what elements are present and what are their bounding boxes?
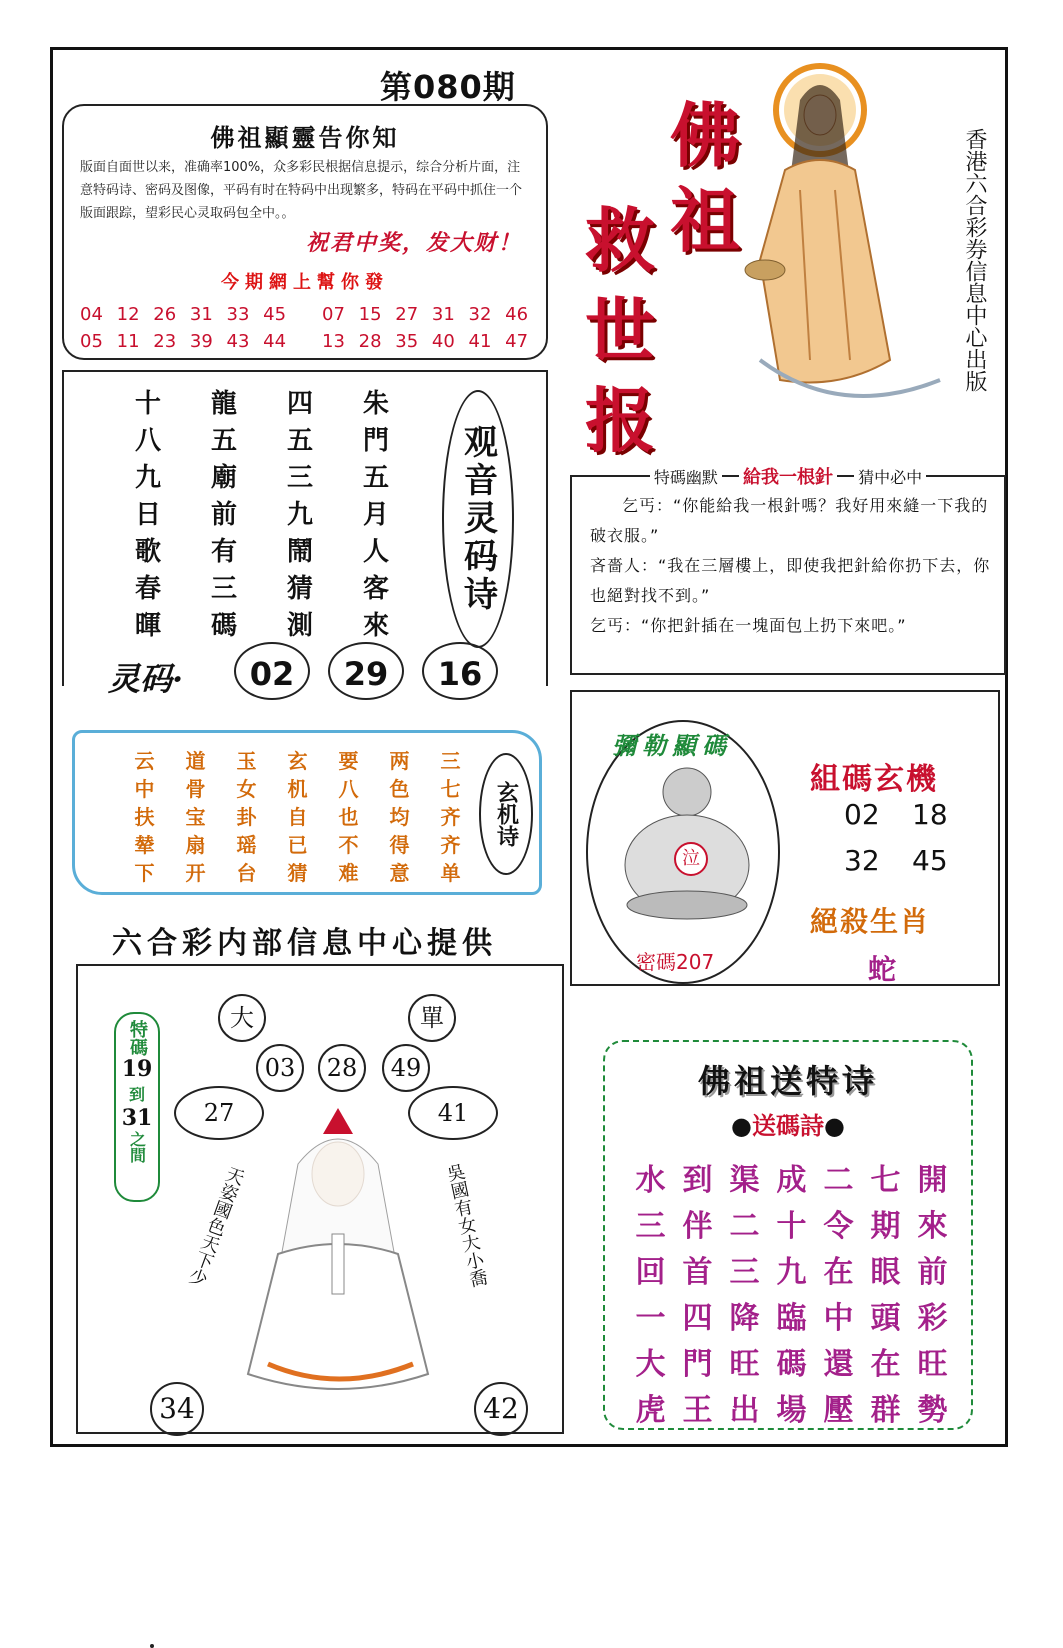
poem-char: 猜 [286,574,313,604]
poem-char: 虎 [635,1393,666,1428]
song-title: 佛祖送特诗 [697,1062,878,1100]
kill-zodiac-title: 絕殺生肖 [810,905,931,938]
lingma-code-3: 16 [422,642,498,700]
masthead-char-1: 佛 [670,94,740,177]
masthead-char-4: 世 [585,289,655,372]
joke-line-1: 乞丐：“你能給我一根針嗎？我好用來縫一下我的破衣服。” [590,496,989,545]
group-num-4: 45 [912,844,948,877]
poem-char: 台 [236,861,257,885]
big-label: 大 [218,994,266,1042]
poem-char: 降 [729,1301,760,1336]
poem-char: 王 [682,1393,713,1428]
poem-char: 三 [286,463,313,493]
code-03: 03 [256,1044,304,1092]
poem-char: 令 [823,1209,854,1244]
poem-char: 不 [338,833,359,857]
poem-char: 辇 [134,833,155,857]
poem-char: 四 [682,1301,713,1336]
lingma-code-1: 02 [234,642,310,700]
poem-char: 在 [823,1255,854,1290]
poem-char: 春 [134,574,161,604]
code-34: 34 [150,1382,204,1436]
poem-char: 首 [682,1255,713,1290]
poem-char: 已 [287,833,308,857]
code-41: 41 [408,1086,498,1140]
code-28: 28 [318,1044,366,1092]
poem-char: 七 [440,777,461,801]
poem-char: 五 [286,426,313,456]
poem-char: 來 [917,1209,948,1244]
poem-char: 骨 [185,777,206,801]
poem-char: 來 [362,611,389,641]
poem-char: 月 [362,500,389,530]
poem-char: 鬧 [286,537,313,567]
poem-char: 頭 [870,1301,901,1336]
xuanji-title-oval [479,753,533,875]
right-verse: 吳國有女大小喬 [442,1161,490,1290]
poem-char: 齐 [440,833,461,857]
poem-char: 伴 [682,1209,713,1244]
poem-char: 二 [823,1163,854,1198]
poem-char: 臨 [776,1301,807,1336]
notice-box [62,104,548,360]
poem-char: 有 [210,537,237,567]
poem-char: 也 [338,805,359,829]
poem-char: 二 [729,1209,760,1244]
poem-char: 前 [210,500,237,530]
notice-body: 版面自面世以来，准确率100%，众多彩民根据信息提示，综合分析片面，注意特码诗、密码及图像，平码有时在特码中出现繁多，特码在平码中抓住一个版面跟踪，望彩民心灵取码包全中。。 [80,160,523,221]
poem-char: 成 [776,1163,807,1198]
poem-char: 齐 [440,805,461,829]
notice-title: 佛祖顯靈告你知 [210,123,400,152]
numbers-row2-a: 05 11 23 39 43 44 [80,331,287,352]
maitreya-mark: 泣 [674,842,708,876]
song-subtitle: 送碼詩 [752,1112,824,1140]
code-27: 27 [174,1086,264,1140]
poem-char: 九 [286,500,313,530]
poem-char: 彩 [917,1301,948,1336]
joke-header-right: 猜中必中 [854,468,926,487]
secret-code: 密碼207 [636,950,715,974]
poem-char: 下 [134,861,155,885]
poem-char: 到 [682,1163,713,1198]
joke-header-title: 給我一根針 [739,467,837,488]
publisher-vertical: 香港六合彩券信息中心出版 [962,128,987,392]
joke-line-2: 吝嗇人：“我在三層樓上，即使我把針給你扔下去，你也絕對找不到。” [590,556,991,605]
poem-char: 朱 [362,389,389,419]
poem-char: 瑶 [236,833,257,857]
poem-char: 出 [729,1393,760,1428]
poem-char: 廟 [210,463,237,493]
poem-char: 两 [389,749,410,773]
lingma-code-2: 29 [328,642,404,700]
lingma-label: 灵码· [108,660,184,698]
issue-number: 第080期 [380,68,516,106]
joke-line-3: 乞丐：“你把針插在一塊面包上扔下來吧。” [590,616,907,635]
poem-char: 十 [134,389,161,419]
poem-char: 還 [823,1347,854,1382]
poem-char: 門 [682,1347,713,1382]
poem-char: 回 [635,1255,666,1290]
poem-char: 場 [776,1393,807,1428]
poem-char: 碼 [210,611,237,641]
poem-char: 三 [635,1209,666,1244]
poem-char: 勢 [917,1393,948,1428]
masthead-char-3: 救 [585,199,655,282]
poem-char: 得 [389,833,410,857]
maitreya-arc-text: 彌勒顯碼 [612,732,732,760]
maitreya-illustration [612,760,762,920]
joke-box [570,467,1006,675]
poem-char: 五 [210,426,237,456]
poem-char: 道 [185,749,206,773]
masthead-char-2: 祖 [670,179,740,262]
poem-char: 中 [134,777,155,801]
poem-char: 中 [823,1301,854,1336]
xuanji-title: 玄机诗 [493,781,519,847]
poem-char: 宝 [185,805,206,829]
group-num-3: 32 [844,844,880,877]
poem-char: 旺 [729,1347,760,1382]
song-poem-box [603,1040,973,1430]
poem-grid [110,386,414,645]
poem-char: 壓 [823,1393,854,1428]
kill-zodiac-value: 蛇 [868,953,897,986]
poem-char: 渠 [729,1163,760,1198]
poem-title: 观音灵码诗 [457,424,498,614]
numbers-row1-a: 04 12 26 31 33 45 [80,304,287,325]
numbers-row1-b: 07 15 27 31 32 46 [322,304,529,325]
poem-char: 測 [286,611,313,641]
guanyin-poem-box [62,370,548,698]
poem-char: 自 [287,805,308,829]
special-range-to: 31 [121,1105,153,1131]
joke-header-left: 特碼幽默 [650,468,722,487]
poem-char: 卦 [236,805,257,829]
joke-body [590,491,992,641]
poem-char: 大 [635,1347,666,1382]
poem-char: 歌 [134,537,161,567]
poem-char: 水 [635,1163,666,1198]
special-range-between: 之間 [127,1131,147,1163]
guanyin-illustration [238,1104,438,1404]
poem-char: 要 [338,749,359,773]
poem-char: 日 [134,500,161,530]
group-title: 組碼玄機 [810,762,938,797]
poem-char: 均 [389,805,410,829]
left-verse: 天姿國色天下少 [184,1163,247,1289]
xuanji-grid [119,747,476,887]
special-range-to-label: 到 [128,1085,145,1104]
poem-char: 龍 [210,389,237,419]
poem-char: 開 [917,1163,948,1198]
poem-char: 意 [389,861,410,885]
provider-line: 六合彩内部信息中心提供 [112,926,497,961]
poem-char: 期 [870,1209,901,1244]
code-49: 49 [382,1044,430,1092]
code-42: 42 [474,1382,528,1436]
notice-wish: 祝君中奖，发大财！ [305,231,522,256]
poem-char: 单 [440,861,461,885]
poem-char: 三 [440,749,461,773]
poem-char: 三 [729,1255,760,1290]
poem-char: 三 [210,574,237,604]
poem-char: 五 [362,463,389,493]
poem-char: 客 [362,574,389,604]
poem-char: 扇 [185,833,206,857]
poem-char: 門 [362,426,389,456]
poem-char: 旺 [917,1347,948,1382]
poem-char: 四 [286,389,313,419]
poem-char: 在 [870,1347,901,1382]
poem-char: 八 [134,426,161,456]
poem-char: 云 [134,749,155,773]
poem-char: 八 [338,777,359,801]
poem-char: 暉 [134,611,161,641]
poem-char: 人 [362,537,389,567]
special-range-box [114,1012,160,1202]
poem-char: 色 [389,777,410,801]
poem-char: 女 [236,777,257,801]
poem-char: 眼 [870,1255,901,1290]
guanyin-section [76,964,564,1434]
special-range-from: 19 [121,1056,153,1082]
song-grid [627,1158,956,1434]
special-range-label: 特碼 [127,1020,148,1056]
notice-subtitle: 今期網上幫你發 [221,272,389,293]
poem-char: 难 [338,861,359,885]
group-num-2: 18 [912,798,948,831]
poem-char: 前 [917,1255,948,1290]
poem-title-oval [442,390,514,648]
poem-char: 开 [185,861,206,885]
poem-char: 群 [870,1393,901,1428]
xuanji-poem-box [72,730,542,895]
group-code-box [570,690,1000,986]
numbers-row2-b: 13 28 35 40 41 47 [322,331,529,352]
poem-char: 玄 [287,749,308,773]
buddha-figure-illustration [740,60,955,410]
poem-char: 机 [287,777,308,801]
poem-char: 玉 [236,749,257,773]
single-label: 單 [408,994,456,1042]
poem-char: 猜 [287,861,308,885]
poem-char: 十 [776,1209,807,1244]
song-subtitle-wrap: ●送碼詩● [731,1112,845,1140]
poem-char: 九 [776,1255,807,1290]
poem-char: 七 [870,1163,901,1198]
poem-char: 扶 [134,805,155,829]
group-num-1: 02 [844,798,880,831]
poem-char: 九 [134,463,161,493]
poem-char: 碼 [776,1347,807,1382]
poem-char: 一 [635,1301,666,1336]
masthead-char-5: 报 [585,379,655,462]
